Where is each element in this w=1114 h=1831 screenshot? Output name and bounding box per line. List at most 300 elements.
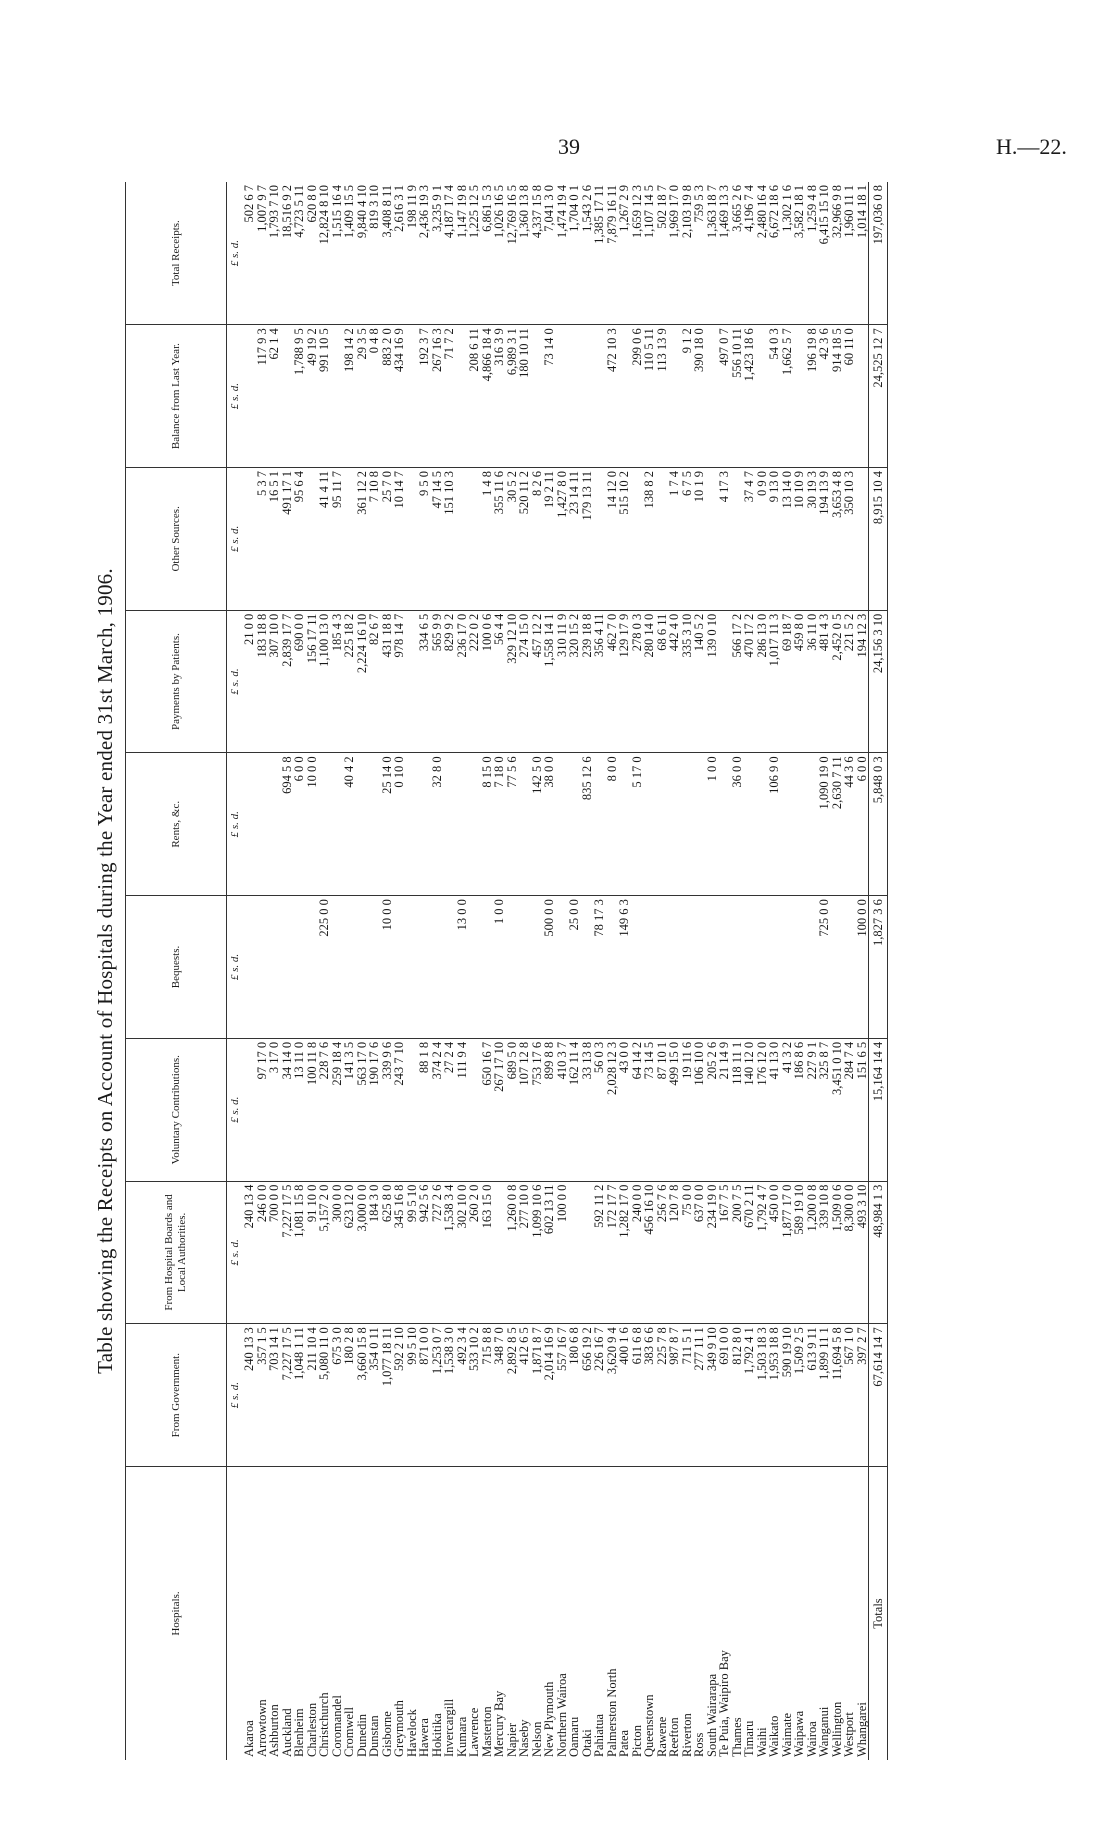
amount-cell: [743, 753, 756, 896]
amount-cell: 1,469 13 3: [718, 182, 731, 325]
hospital-name: Auckland: [279, 1708, 294, 1757]
amount-cell: 221 5 2: [843, 610, 856, 753]
amount-cell: 192 3 7: [418, 325, 431, 468]
amount-cell: [681, 753, 694, 896]
amount-cell: 1,100 13 0: [318, 610, 331, 753]
amount-cell: 1,538 3 4: [443, 1181, 456, 1324]
amount-cell: 280 14 0: [643, 610, 656, 753]
amount-cell: [793, 325, 806, 468]
amount-cell: 151 6 5: [856, 1038, 869, 1181]
amount-cell: 286 13 0: [756, 610, 769, 753]
hospital-name: Pahiatua: [592, 1713, 606, 1757]
amount-cell: 497 0 7: [718, 325, 731, 468]
amount-cell: 1,225 12 5: [468, 182, 481, 325]
amount-cell: 356 4 11: [593, 610, 606, 753]
hospital-name: Greymouth: [392, 1700, 406, 1757]
amount-cell: 1,014 18 1: [856, 182, 869, 325]
amount-cell: 149 6 3: [618, 896, 631, 1039]
amount-cell: 1,427 8 0: [556, 467, 569, 610]
amount-cell: 1 0 0: [706, 753, 719, 896]
table-row: [543, 182, 556, 1760]
amount-cell: 180 6 8: [568, 1324, 581, 1467]
amount-cell: [443, 753, 456, 896]
amount-cell: [568, 325, 581, 468]
table-row: [556, 182, 569, 1760]
amount-cell: 23 14 11: [568, 467, 581, 610]
amount-cell: 472 10 3: [606, 325, 619, 468]
amount-cell: 118 11 1: [731, 1038, 744, 1181]
amount-cell: 107 12 8: [518, 1038, 531, 1181]
amount-cell: 184 3 0: [368, 1181, 381, 1324]
amount-cell: [593, 467, 606, 610]
amount-cell: 77 5 6: [506, 753, 519, 896]
amount-cell: 2,224 16 10: [356, 610, 369, 753]
amount-cell: 198 14 2: [343, 325, 356, 468]
amount-cell: [356, 753, 369, 896]
amount-cell: 236 17 0: [456, 610, 469, 753]
amount-cell: 91 10 0: [306, 1181, 319, 1324]
amount-cell: 1 7 4: [668, 467, 681, 610]
amount-cell: 329 12 10: [506, 610, 519, 753]
column-header: Voluntary Contributions.: [126, 1038, 227, 1181]
amount-cell: 556 10 11: [731, 325, 744, 468]
amount-cell: [406, 896, 419, 1039]
amount-cell: 1,090 19 0: [818, 753, 831, 896]
amount-cell: 410 3 7: [556, 1038, 569, 1181]
amount-cell: 715 8 8: [481, 1324, 494, 1467]
amount-cell: 1,871 8 7: [531, 1324, 544, 1467]
table-row: [793, 182, 806, 1760]
amount-cell: [243, 896, 256, 1039]
amount-cell: 176 12 0: [756, 1038, 769, 1181]
total-cell: 67,614 14 7: [869, 1324, 888, 1467]
amount-cell: 73 14 5: [643, 1038, 656, 1181]
hospital-name: Masterton: [479, 1706, 494, 1757]
amount-cell: 41 13 0: [768, 1038, 781, 1181]
amount-cell: [418, 753, 431, 896]
amount-cell: [593, 325, 606, 468]
amount-cell: 227 9 1: [806, 1038, 819, 1181]
amount-cell: 883 2 0: [381, 325, 394, 468]
hospital-name: Napier: [504, 1722, 519, 1757]
amount-cell: 156 17 11: [306, 610, 319, 753]
hospital-name: Palmerston North: [604, 1668, 619, 1757]
amount-cell: 7,227 17 5: [281, 1324, 294, 1467]
hospital-name: Westport: [842, 1712, 856, 1757]
column-header: From Hospital Boards and Local Authorities.: [126, 1181, 227, 1324]
amount-cell: 211 10 4: [306, 1324, 319, 1467]
amount-cell: 95 11 7: [331, 467, 344, 610]
amount-cell: 812 8 0: [731, 1324, 744, 1467]
amount-cell: 3,582 18 1: [793, 182, 806, 325]
amount-cell: 73 14 0: [543, 325, 556, 468]
amount-cell: 44 3 6: [843, 753, 856, 896]
hospital-name: Havelock: [404, 1709, 419, 1757]
amount-cell: 1,026 16 5: [493, 182, 506, 325]
amount-cell: [731, 896, 744, 1039]
table-row: [706, 182, 719, 1760]
amount-cell: 140 12 0: [743, 1038, 756, 1181]
amount-cell: 350 10 3: [843, 467, 856, 610]
amount-cell: [656, 896, 669, 1039]
table-row: [418, 182, 431, 1760]
amount-cell: 243 7 10: [393, 1038, 406, 1181]
table-row: [856, 182, 869, 1760]
amount-cell: 99 5 10: [406, 1324, 419, 1467]
table-row: [606, 182, 619, 1760]
amount-cell: 186 8 6: [793, 1038, 806, 1181]
amount-cell: 41 3 2: [781, 1038, 794, 1181]
amount-cell: 78 17 3: [593, 896, 606, 1039]
amount-cell: 502 6 7: [243, 182, 256, 325]
amount-cell: 500 0 0: [543, 896, 556, 1039]
amount-cell: 390 18 0: [693, 325, 706, 468]
amount-cell: 4,196 7 4: [743, 182, 756, 325]
total-cell: 15,164 14 4: [869, 1038, 888, 1181]
amount-cell: 140 5 2: [693, 610, 706, 753]
amount-cell: 345 16 8: [393, 1181, 406, 1324]
amount-cell: 37 4 7: [743, 467, 756, 610]
amount-cell: 54 0 3: [768, 325, 781, 468]
amount-cell: 1,099 10 6: [531, 1181, 544, 1324]
amount-cell: 491 17 1: [281, 467, 294, 610]
amount-cell: [518, 753, 531, 896]
amount-cell: 1,259 4 8: [806, 182, 819, 325]
column-header: Total Receipts.: [126, 182, 227, 325]
hospital-name: Charleston: [304, 1702, 319, 1757]
amount-cell: 334 6 5: [418, 610, 431, 753]
amount-cell: 0 4 8: [368, 325, 381, 468]
amount-cell: 2,630 7 11: [831, 753, 844, 896]
hospital-name: Whangarei: [854, 1702, 869, 1757]
amount-cell: 13 0 0: [456, 896, 469, 1039]
amount-cell: 942 5 6: [418, 1181, 431, 1324]
table-row: [643, 182, 656, 1760]
amount-cell: 434 16 9: [393, 325, 406, 468]
amount-cell: 1,515 16 4: [331, 182, 344, 325]
amount-cell: 10 14 7: [393, 467, 406, 610]
amount-cell: 4,337 15 8: [531, 182, 544, 325]
total-cell: 24,156 3 10: [869, 610, 888, 753]
hospital-name: Te Puia, Waipiro Bay: [717, 1650, 731, 1757]
hospital-name: Waikato: [767, 1715, 781, 1757]
amount-cell: 1,423 18 6: [743, 325, 756, 468]
amount-cell: 457 12 2: [531, 610, 544, 753]
units-cell: £ s. d.: [227, 1181, 244, 1324]
amount-cell: 208 6 11: [468, 325, 481, 468]
table-row: [468, 182, 481, 1760]
amount-cell: [681, 896, 694, 1039]
amount-cell: 991 10 5: [318, 325, 331, 468]
amount-cell: 620 8 0: [306, 182, 319, 325]
table-row: [281, 182, 294, 1760]
amount-cell: 97 17 0: [256, 1038, 269, 1181]
amount-cell: 1,953 18 8: [768, 1324, 781, 1467]
amount-cell: [456, 467, 469, 610]
amount-cell: 284 7 4: [843, 1038, 856, 1181]
amount-cell: 1,509 0 6: [831, 1181, 844, 1324]
amount-cell: [343, 467, 356, 610]
amount-cell: 589 19 10: [793, 1181, 806, 1324]
hospital-name: Queenstown: [642, 1694, 656, 1757]
table-row: [718, 182, 731, 1760]
hospital-name: Patea: [617, 1729, 631, 1757]
table-row: [293, 182, 306, 1760]
amount-cell: [368, 753, 381, 896]
amount-cell: 320 15 2: [568, 610, 581, 753]
amount-cell: 978 14 7: [393, 610, 406, 753]
amount-cell: [581, 325, 594, 468]
amount-cell: 987 8 7: [668, 1324, 681, 1467]
amount-cell: 1,409 15 5: [343, 182, 356, 325]
amount-cell: 481 4 3: [818, 610, 831, 753]
amount-cell: 138 8 2: [643, 467, 656, 610]
amount-cell: 12,824 8 10: [318, 182, 331, 325]
amount-cell: 899 8 8: [543, 1038, 556, 1181]
amount-cell: 656 19 2: [581, 1324, 594, 1467]
amount-cell: 349 9 10: [706, 1324, 719, 1467]
amount-cell: 198 11 9: [406, 182, 419, 325]
hospital-name: Waipawa: [792, 1710, 806, 1757]
amount-cell: 75 0 0: [681, 1181, 694, 1324]
amount-cell: 335 3 10: [681, 610, 694, 753]
amount-cell: 602 13 11: [543, 1181, 556, 1324]
amount-cell: [243, 753, 256, 896]
amount-cell: [781, 896, 794, 1039]
amount-cell: [593, 753, 606, 896]
table-row: [568, 182, 581, 1760]
amount-cell: 13 11 0: [293, 1038, 306, 1181]
amount-cell: 0 10 0: [393, 753, 406, 896]
table-row: [631, 182, 644, 1760]
units-cell: £ s. d.: [227, 325, 244, 468]
table-row: [331, 182, 344, 1760]
hospital-name: Coromandel: [329, 1695, 344, 1757]
amount-cell: 4,187 17 4: [443, 182, 456, 325]
amount-cell: 1,704 0 1: [568, 182, 581, 325]
amount-cell: 43 0 0: [618, 1038, 631, 1181]
amount-cell: [368, 896, 381, 1039]
units-cell: £ s. d.: [227, 1324, 244, 1467]
units-spacer: [227, 1467, 244, 1760]
amount-cell: [856, 325, 869, 468]
amount-cell: 759 5 3: [693, 182, 706, 325]
amount-cell: 623 12 0: [343, 1181, 356, 1324]
amount-cell: 1,899 11 1: [818, 1324, 831, 1467]
amount-cell: 13 14 0: [781, 467, 794, 610]
amount-cell: 533 10 2: [468, 1324, 481, 1467]
amount-cell: 5 17 0: [631, 753, 644, 896]
amount-cell: 6,989 3 1: [506, 325, 519, 468]
amount-cell: 611 6 8: [631, 1324, 644, 1467]
amount-cell: 914 18 5: [831, 325, 844, 468]
amount-cell: 1,960 11 1: [843, 182, 856, 325]
amount-cell: 56 4 4: [493, 610, 506, 753]
table-row: [306, 182, 319, 1760]
amount-cell: [456, 753, 469, 896]
amount-cell: 42 3 6: [818, 325, 831, 468]
hospital-name: Invercargill: [442, 1698, 456, 1757]
amount-cell: 1,007 9 7: [256, 182, 269, 325]
amount-cell: 8,300 0 0: [843, 1181, 856, 1324]
amount-cell: 277 10 0: [518, 1181, 531, 1324]
hospital-name: Akaroa: [242, 1720, 256, 1757]
units-cell: £ s. d.: [227, 467, 244, 610]
amount-cell: 3,235 9 1: [431, 182, 444, 325]
table-row: [431, 182, 444, 1760]
amount-cell: 691 0 0: [718, 1324, 731, 1467]
amount-cell: 613 9 11: [806, 1324, 819, 1467]
amount-cell: [518, 896, 531, 1039]
amount-cell: 21 0 0: [243, 610, 256, 753]
table-row: [531, 182, 544, 1760]
table-row: [456, 182, 469, 1760]
amount-cell: 38 0 0: [543, 753, 556, 896]
total-cell: 5,848 0 3: [869, 753, 888, 896]
amount-cell: 240 13 4: [243, 1181, 256, 1324]
amount-cell: 1,543 2 6: [581, 182, 594, 325]
amount-cell: 9 5 0: [418, 467, 431, 610]
amount-cell: 10 0 0: [306, 753, 319, 896]
amount-cell: 302 10 0: [456, 1181, 469, 1324]
table-row: [406, 182, 419, 1760]
amount-cell: 1,659 12 3: [631, 182, 644, 325]
amount-cell: 1,877 17 0: [781, 1181, 794, 1324]
amount-cell: 565 9 9: [431, 610, 444, 753]
amount-cell: 1,363 18 7: [706, 182, 719, 325]
hospital-name: Hawera: [417, 1718, 431, 1757]
amount-cell: 2,616 3 1: [393, 182, 406, 325]
amount-cell: 25 14 0: [381, 753, 394, 896]
amount-cell: 753 17 6: [531, 1038, 544, 1181]
amount-cell: 1,200 0 8: [806, 1181, 819, 1324]
amount-cell: 190 17 6: [368, 1038, 381, 1181]
hospital-name: Cromwell: [342, 1707, 356, 1757]
table-row: [681, 182, 694, 1760]
table-row: [693, 182, 706, 1760]
amount-cell: 670 2 11: [743, 1181, 756, 1324]
amount-cell: 1,077 18 11: [381, 1324, 394, 1467]
amount-cell: 383 6 6: [643, 1324, 656, 1467]
table-row: [668, 182, 681, 1760]
amount-cell: 9,840 4 10: [356, 182, 369, 325]
amount-cell: 246 0 0: [256, 1181, 269, 1324]
amount-cell: [493, 1181, 506, 1324]
units-row: [227, 182, 244, 1760]
amount-cell: [468, 753, 481, 896]
amount-cell: [693, 896, 706, 1039]
amount-cell: [656, 753, 669, 896]
amount-cell: 300 0 0: [331, 1181, 344, 1324]
amount-cell: 87 10 1: [656, 1038, 669, 1181]
column-header: Hospitals.: [126, 1467, 227, 1760]
amount-cell: 1,793 7 10: [268, 182, 281, 325]
amount-cell: 675 3 0: [331, 1324, 344, 1467]
table-row: [818, 182, 831, 1760]
amount-cell: 590 19 10: [781, 1324, 794, 1467]
hospital-name: Ross: [692, 1732, 706, 1757]
amount-cell: [668, 325, 681, 468]
hospital-name: Dunstan: [367, 1715, 381, 1757]
amount-cell: 1,253 0 7: [431, 1324, 444, 1467]
amount-cell: 725 0 0: [818, 896, 831, 1039]
table-row: [243, 182, 256, 1760]
amount-cell: 374 2 4: [431, 1038, 444, 1181]
amount-cell: 1,792 4 1: [743, 1324, 756, 1467]
amount-cell: 16 5 1: [268, 467, 281, 610]
amount-cell: 34 14 0: [281, 1038, 294, 1181]
amount-cell: 56 0 3: [593, 1038, 606, 1181]
amount-cell: [693, 753, 706, 896]
table-row: [493, 182, 506, 1760]
hospital-name: Dunedin: [354, 1713, 369, 1757]
amount-cell: 222 0 2: [468, 610, 481, 753]
amount-cell: 141 3 5: [343, 1038, 356, 1181]
hospital-name: South Wairarapa: [704, 1673, 719, 1757]
amount-cell: 6,415 15 10: [818, 182, 831, 325]
amount-cell: 32,966 9 8: [831, 182, 844, 325]
hospital-name: Wellington: [829, 1701, 844, 1757]
amount-cell: 100 0 6: [481, 610, 494, 753]
amount-cell: 871 0 0: [418, 1324, 431, 1467]
amount-cell: 1,538 3 0: [443, 1324, 456, 1467]
hospital-name: Gisborne: [379, 1711, 394, 1757]
amount-cell: 99 5 10: [406, 1181, 419, 1324]
table-row: [318, 182, 331, 1760]
table-row: [831, 182, 844, 1760]
column-header: Rents, &c.: [126, 753, 227, 896]
amount-cell: 1,969 17 0: [668, 182, 681, 325]
amount-cell: 4,866 18 4: [481, 325, 494, 468]
amount-cell: 100 11 8: [306, 1038, 319, 1181]
amount-cell: 185 4 3: [331, 610, 344, 753]
amount-cell: 260 2 0: [468, 1181, 481, 1324]
amount-cell: 142 5 0: [531, 753, 544, 896]
amount-cell: 1,558 14 1: [543, 610, 556, 753]
amount-cell: [668, 896, 681, 1039]
amount-cell: 240 13 3: [243, 1324, 256, 1467]
amount-cell: 299 0 6: [631, 325, 644, 468]
hospital-name: Christchurch: [317, 1692, 331, 1757]
amount-cell: 111 9 4: [456, 1038, 469, 1181]
amount-cell: 200 7 5: [731, 1181, 744, 1324]
amount-cell: [781, 753, 794, 896]
table-row: [581, 182, 594, 1760]
hospital-name: Nelson: [529, 1721, 544, 1757]
amount-cell: 163 15 0: [481, 1181, 494, 1324]
total-cell: 8,915 10 4: [869, 467, 888, 610]
amount-cell: 25 0 0: [568, 896, 581, 1039]
amount-cell: 36 0 0: [731, 753, 744, 896]
amount-cell: 12,769 16 5: [506, 182, 519, 325]
amount-cell: 1,503 18 3: [756, 1324, 769, 1467]
amount-cell: 9 13 0: [768, 467, 781, 610]
amount-cell: 95 6 4: [293, 467, 306, 610]
amount-cell: 226 16 7: [593, 1324, 606, 1467]
hospital-name: Thames: [729, 1717, 744, 1757]
amount-cell: 354 0 11: [368, 1324, 381, 1467]
amount-cell: 711 5 1: [681, 1324, 694, 1467]
hospital-name: Timaru: [742, 1720, 756, 1757]
table-row: [768, 182, 781, 1760]
amount-cell: [406, 753, 419, 896]
amount-cell: 412 6 5: [518, 1324, 531, 1467]
amount-cell: [843, 896, 856, 1039]
amount-cell: 499 15 0: [668, 1038, 681, 1181]
amount-cell: 32 8 0: [431, 753, 444, 896]
column-header: Balance from Last Year.: [126, 325, 227, 468]
hospital-name: Waimate: [779, 1712, 794, 1757]
